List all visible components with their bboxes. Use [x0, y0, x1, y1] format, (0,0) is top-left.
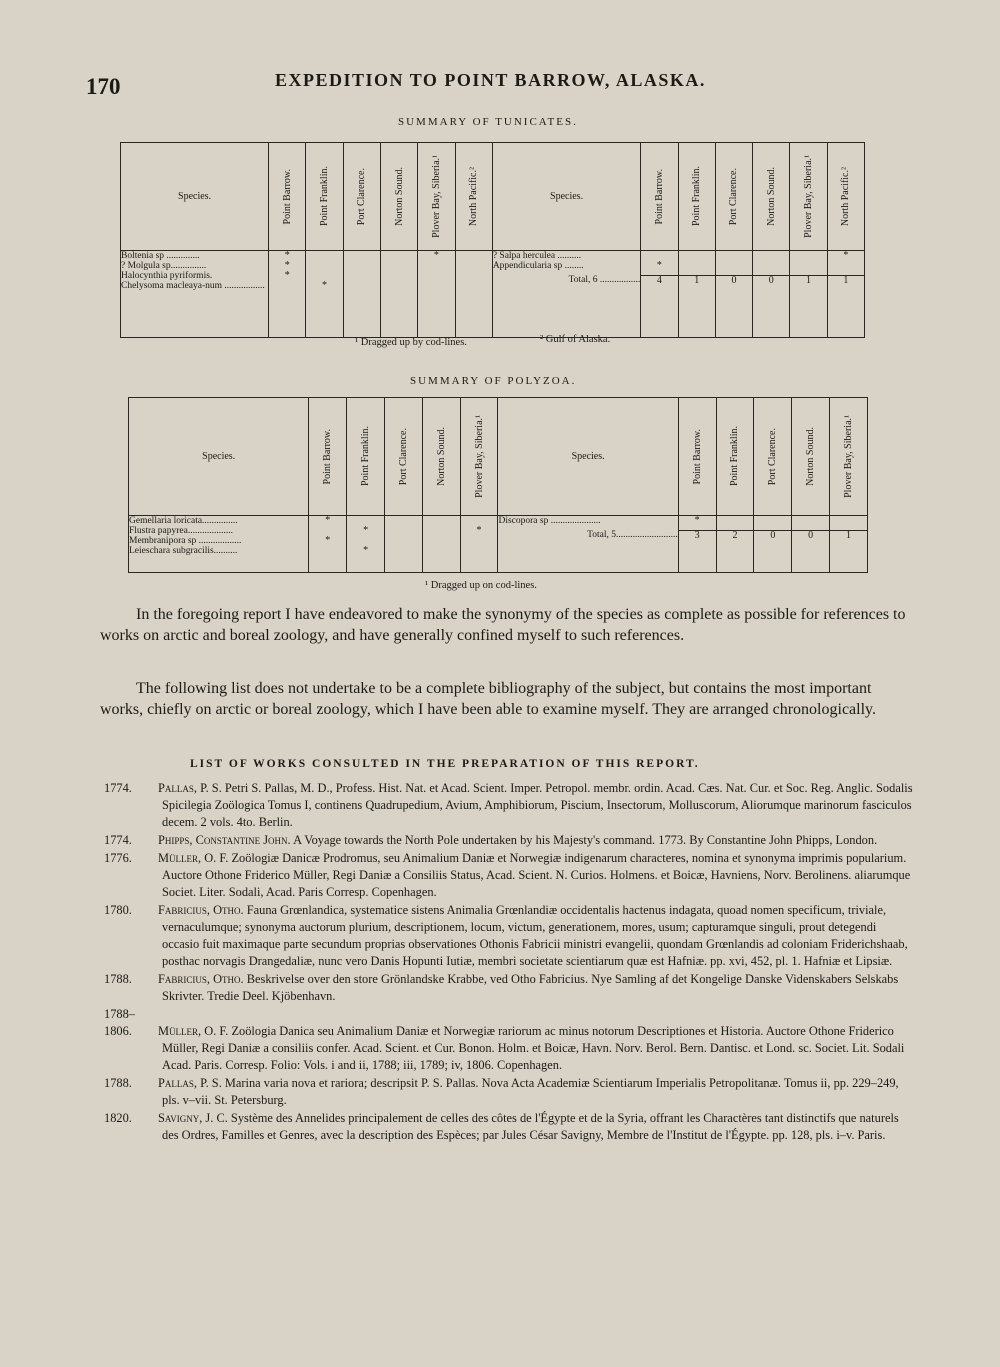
col-header-label: Plover Bay, Siberia.¹	[843, 415, 855, 498]
total-value: 0	[754, 530, 791, 541]
right-col-header	[678, 398, 716, 516]
left-species-header: Species.	[129, 398, 309, 516]
right-mark-cell	[790, 251, 827, 338]
right-mark-cell	[716, 516, 754, 573]
species-name: ? Salpa herculea ..........	[492, 251, 582, 261]
presence-mark: *	[694, 515, 700, 526]
reference-year: 1774.	[104, 833, 132, 847]
reference-author: Savigny, J. C.	[158, 1111, 228, 1125]
right-col-header	[715, 143, 752, 251]
tunicates-footnote-2: ² Gulf of Alaska.	[540, 334, 611, 345]
reference-author: Pallas, P. S.	[158, 781, 222, 795]
right-mark-cell	[678, 251, 715, 338]
reference-year: 1788–1806.	[104, 1007, 135, 1038]
reference-author: Fabricius, Otho.	[158, 972, 244, 986]
tunicates-table	[120, 142, 865, 338]
presence-mark: *	[433, 250, 439, 261]
total-value: 1	[830, 530, 867, 541]
col-header-label: North Pacific.²	[840, 166, 852, 227]
reference-text: Fauna Grœnlandica, systematice sistens Animalia Grœnlandiæ occidentalis hactenus indagata, quoad nomen specificum, triviale, vernaculumque; synonyma auctorum plurium, descriptionem, locum, victum, generationem, mores, usum; capturamque singuli, prout detegendi occasio fuit maximaque parte secundum proprias observationes Othonis Fabricii ministri evangelii, quondam Grœnlandis ad coloniam Friderichshaab, posthac norvagis Drangedaliæ, nunc vero Danis Hopunti Iutiæ, membri societate scientiarum quæ est Hafniæ. pp. xvi, 452, pl. 1. Hafniæ et Lipsiæ.	[162, 903, 908, 968]
col-header-label: Norton Sound.	[805, 427, 817, 486]
col-header-label: Point Barrow.	[691, 428, 703, 485]
col-header-label: Plover Bay, Siberia.¹	[803, 155, 815, 238]
left-mark-cell	[380, 251, 417, 338]
right-mark-cell	[754, 516, 792, 573]
reference-text: Marina varia nova et rariora; descripsit P. S. Pallas. Nova Acta Academiæ Scientiarum Imperialis Petropolitanæ. Tomus ii, pp. 229–249, pls. v–vii. St. Petersburg.	[162, 1076, 899, 1107]
presence-mark	[461, 546, 498, 556]
presence-mark	[792, 516, 829, 526]
presence-mark	[790, 261, 826, 271]
presence-mark	[679, 261, 715, 271]
polyzoa-title: SUMMARY OF POLYZOA.	[410, 375, 577, 387]
left-col-header	[343, 143, 380, 251]
left-mark-cell	[306, 251, 343, 338]
reference-year: 1774.	[104, 781, 132, 795]
reference-entry	[104, 850, 914, 901]
presence-mark	[269, 281, 305, 291]
reference-text: Système des Annelides principalement de celles des côtes de l'Égypte et de la Syria, offrant les Charactères tant distinctifs que naturels des Ordres, Familles et Genres, avec la description des Espèces; par Jules César Savigny, Membre de l'Institut de l'Égypte. pp. 128, pls. i–v. Paris.	[162, 1111, 899, 1142]
presence-mark: *	[322, 280, 328, 291]
presence-mark: *	[284, 250, 290, 261]
presence-mark	[828, 261, 864, 271]
species-name: Leieschara subgracilis..........	[129, 546, 238, 556]
right-mark-cell	[830, 516, 868, 573]
species-name: Flustra papyrea...................	[129, 526, 233, 536]
right-species-header: Species.	[498, 398, 678, 516]
left-col-header	[269, 143, 306, 251]
right-mark-cell	[641, 251, 678, 338]
left-species-header: Species.	[121, 143, 269, 251]
presence-mark: *	[843, 250, 849, 261]
reference-author: Phipps, Constantine John.	[158, 833, 291, 847]
presence-mark	[423, 546, 460, 556]
presence-mark	[309, 546, 346, 556]
left-col-header	[347, 398, 385, 516]
presence-mark: *	[284, 270, 290, 281]
paragraph-1: In the foregoing report I have endeavored to make the synonymy of the species as complete as possible for references to works on arctic and boreal zoology, and have generally confined myself to such references.	[100, 606, 906, 644]
reference-year: 1776.	[104, 851, 132, 865]
presence-mark	[385, 546, 422, 556]
left-mark-cell	[422, 516, 460, 573]
presence-mark	[456, 281, 492, 291]
references-list	[104, 780, 914, 1145]
left-col-header	[422, 398, 460, 516]
right-mark-cell	[827, 251, 864, 338]
col-header-label: Point Franklin.	[691, 166, 703, 227]
col-header-label: Point Barrow.	[322, 428, 334, 485]
reference-year: 1820.	[104, 1111, 132, 1125]
right-mark-cell	[678, 516, 716, 573]
species-name: Gemellaria loricata...............	[129, 516, 238, 526]
species-name: Membranipora sp ..................	[129, 536, 242, 546]
reference-author: Müller, O. F.	[158, 851, 229, 865]
reference-entry	[104, 902, 914, 970]
col-header-label: Port Clarence.	[767, 427, 779, 486]
right-col-header	[790, 143, 827, 251]
total-value: 0	[753, 275, 789, 286]
species-name: ? Molgula sp...............	[121, 261, 207, 271]
col-header-label: Norton Sound.	[435, 427, 447, 486]
col-header-label: Point Barrow.	[281, 168, 293, 225]
left-species-cell	[121, 251, 269, 338]
left-col-header	[309, 398, 347, 516]
page-number: 170	[86, 74, 121, 99]
right-col-header	[754, 398, 792, 516]
list-heading: LIST OF WORKS CONSULTED IN THE PREPARATION OF THIS REPORT.	[190, 758, 700, 770]
presence-mark	[381, 281, 417, 291]
right-species-cell	[498, 516, 678, 573]
reference-text: Beskrivelse over den store Grönlandske Krabbe, ved Otho Fabricius. Nye Samling af det Kongelige Danske Videnskabers Selskabs Skrivter. Tredie Deel. Kjöbenhavn.	[162, 972, 899, 1003]
col-header-label: Norton Sound.	[393, 167, 405, 226]
presence-mark	[344, 281, 380, 291]
col-header-label: Point Franklin.	[360, 426, 372, 487]
total-value: 2	[717, 530, 754, 541]
species-name: Halocynthia pyriformis.	[121, 271, 213, 281]
left-col-header	[306, 143, 343, 251]
right-col-header	[678, 143, 715, 251]
reference-text: Zoölogiæ Danicæ Prodromus, seu Animalium Daniæ et Norwegiæ indigenarum characteres, nomina et synonyma imprimis popularium. Auctore Othone Friderico Müller, Regi Daniæ a Consiliis Status, Acad. Scient. N. Curios. Holmens. et Boicæ, Havniens, Norv. Berolinens. aliarumque Societ. Liter. Sodali, Acad. Paris Corresp. Copenhagen.	[162, 851, 911, 899]
col-header-label: Point Franklin.	[319, 166, 331, 227]
total-value: 4	[641, 275, 677, 286]
species-name: Discopora sp .....................	[498, 516, 601, 526]
col-header-label: Port Clarence.	[728, 167, 740, 226]
presence-mark: *	[325, 535, 331, 546]
total-label: Total, 5..........................	[587, 530, 678, 540]
right-col-header	[792, 398, 830, 516]
reference-author: Pallas, P. S.	[158, 1076, 222, 1090]
tunicates-title: SUMMARY OF TUNICATES.	[398, 116, 578, 128]
paragraph-2: The following list does not undertake to be a complete bibliography of the subject, but contains the most important works, chiefly on arctic or boreal zoology, which I have been able to examine myself. They are arranged chronologically.	[100, 680, 876, 718]
reference-text: Petri S. Pallas, M. D., Profess. Hist. Nat. et Acad. Scient. Imper. Petropol. membr. ordin. Acad. Cæs. Nat. Cur. et Soc. Reg. Anglic. Sodalis Spicilegia Zoölogica Tomus I, continens Quadrupedium, Avium, Amphibiorum, Piscium, Insectorum, Molluscorum, Aliorumque marinorum fasciculos decem. 2 vols. 4to. Berlin.	[162, 781, 913, 829]
presence-mark: *	[363, 525, 369, 536]
left-mark-cell	[455, 251, 492, 338]
col-header-label: Port Clarence.	[356, 167, 368, 226]
tunicates-footnote-1: ¹ Dragged up by cod-lines.	[355, 337, 467, 348]
total-value: 0	[716, 275, 752, 286]
running-head: EXPEDITION TO POINT BARROW, ALASKA.	[275, 70, 706, 90]
total-label: Total, 6 .................	[568, 275, 641, 285]
reference-author: Fabricius, Otho.	[158, 903, 244, 917]
col-header-label: North Pacific.²	[468, 166, 480, 227]
presence-mark	[717, 516, 754, 526]
left-col-header	[418, 143, 455, 251]
right-col-header	[716, 398, 754, 516]
reference-year: 1788.	[104, 1076, 132, 1090]
left-col-header	[460, 398, 498, 516]
right-col-header	[753, 143, 790, 251]
reference-entry	[104, 1075, 914, 1109]
reference-author: Müller, O. F.	[158, 1024, 229, 1038]
presence-mark: *	[325, 515, 331, 526]
total-value: 1	[790, 275, 826, 286]
reference-entry	[104, 832, 914, 849]
right-species-cell	[492, 251, 640, 338]
right-col-header	[641, 143, 678, 251]
reference-entry	[104, 1006, 914, 1074]
left-mark-cell	[309, 516, 347, 573]
left-mark-cell	[343, 251, 380, 338]
col-header-label: Port Clarence.	[397, 427, 409, 486]
col-header-label: Point Barrow.	[653, 168, 665, 225]
reference-entry	[104, 1110, 914, 1144]
presence-mark	[754, 516, 791, 526]
col-header-label: Plover Bay, Siberia.¹	[473, 415, 485, 498]
total-value: 0	[792, 530, 829, 541]
col-header-label: Plover Bay, Siberia.¹	[430, 155, 442, 238]
left-mark-cell	[384, 516, 422, 573]
presence-mark	[716, 261, 752, 271]
polyzoa-table	[128, 397, 868, 573]
total-value: 1	[679, 275, 715, 286]
left-col-header	[380, 143, 417, 251]
col-header-label: Norton Sound.	[765, 167, 777, 226]
species-name: Chelysoma macleaya-num .................	[121, 281, 265, 291]
presence-mark	[418, 281, 454, 291]
right-mark-cell	[715, 251, 752, 338]
left-mark-cell	[347, 516, 385, 573]
left-col-header	[384, 398, 422, 516]
presence-mark: *	[656, 260, 662, 271]
right-col-header	[830, 398, 868, 516]
reference-entry	[104, 971, 914, 1005]
left-col-header	[455, 143, 492, 251]
presence-mark	[830, 516, 867, 526]
presence-mark: *	[363, 545, 369, 556]
left-mark-cell	[460, 516, 498, 573]
species-name: Appendicularia sp ........	[492, 261, 584, 271]
left-mark-cell	[269, 251, 306, 338]
presence-mark: *	[476, 525, 482, 536]
presence-mark: *	[284, 260, 290, 271]
right-mark-cell	[792, 516, 830, 573]
reference-year: 1780.	[104, 903, 132, 917]
polyzoa-footnote: ¹ Dragged up on cod-lines.	[425, 580, 537, 591]
left-species-cell	[129, 516, 309, 573]
species-name: Boltenia sp ..............	[121, 251, 200, 261]
reference-entry	[104, 780, 914, 831]
left-mark-cell	[418, 251, 455, 338]
reference-text: A Voyage towards the North Pole undertaken by his Majesty's command. 1773. By Constantine John Phipps, London.	[293, 833, 878, 847]
reference-text: Zoölogia Danica seu Animalium Daniæ et Norwegiæ rariorum ac minus notorum Descriptiones et Historia. Auctore Othone Friderico Müller, Regi Daniæ a consiliis confer. Acad. Scient. et Cur. Bonon. Holm. et Boicæ, Havn. Norv. Berol. Bern. Dantisc. et Lond. sc. Societ. Lit. Sodali Acad. Paris. Corresp. Folio: Vols. i and ii, 1788; iii, 1789; iv, 1806. Copenhagen.	[162, 1024, 905, 1072]
right-species-header: Species.	[492, 143, 640, 251]
presence-mark	[753, 261, 789, 271]
col-header-label: Point Franklin.	[729, 426, 741, 487]
right-col-header	[827, 143, 864, 251]
reference-year: 1788.	[104, 972, 132, 986]
total-value: 1	[828, 275, 864, 286]
total-value: 3	[679, 530, 716, 541]
right-mark-cell	[753, 251, 790, 338]
